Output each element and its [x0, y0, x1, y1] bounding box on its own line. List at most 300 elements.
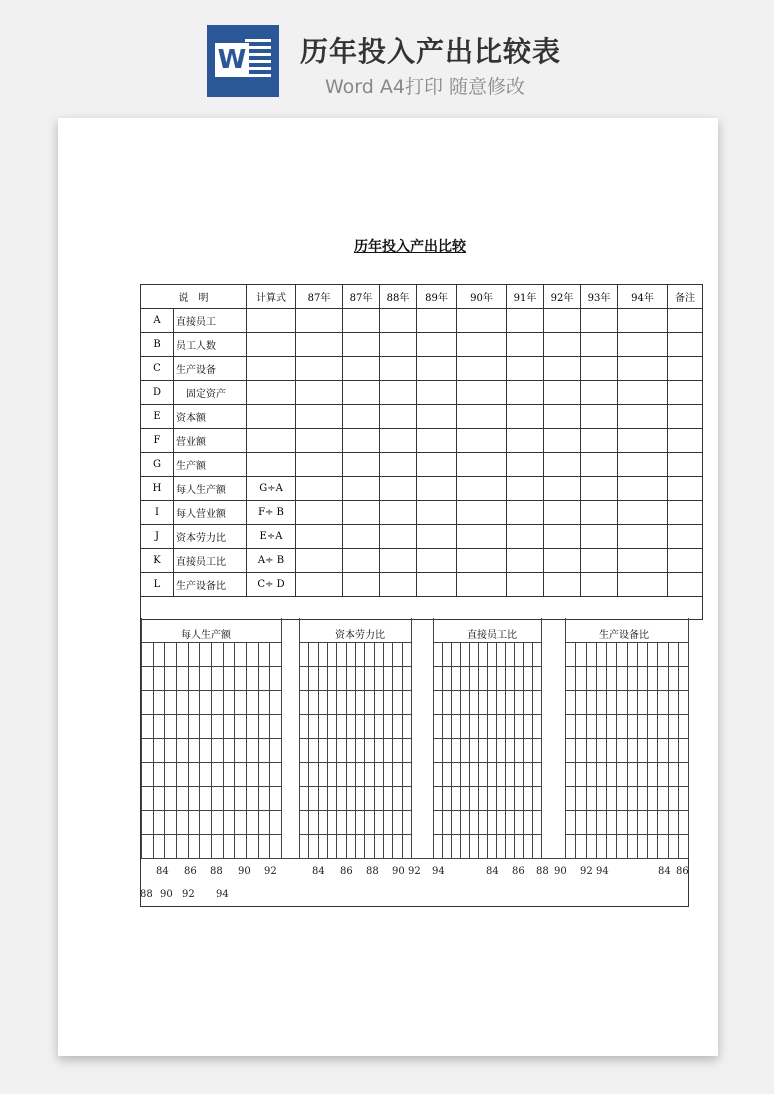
table-cell: H — [141, 477, 174, 501]
grid-line — [141, 738, 281, 739]
table-cell: A÷ B — [247, 549, 296, 573]
empty-cell — [296, 573, 343, 597]
grid-line — [565, 786, 688, 787]
empty-cell — [618, 477, 668, 501]
empty-cell — [380, 573, 417, 597]
tick-label: 84 — [312, 866, 325, 877]
empty-cell — [507, 573, 544, 597]
empty-cell — [380, 501, 417, 525]
table-cell: 资本额 — [174, 405, 247, 429]
table-cell — [247, 453, 296, 477]
tick-label: 84 — [486, 866, 499, 877]
empty-cell — [457, 549, 507, 573]
empty-cell — [507, 357, 544, 381]
table-cell: G — [141, 453, 174, 477]
empty-cell — [343, 333, 380, 357]
banner-title: 历年投入产出比较表 — [300, 35, 562, 68]
empty-cell — [417, 357, 457, 381]
tick-label: 88 — [366, 866, 379, 877]
grid-line — [565, 810, 688, 811]
empty-cell — [507, 525, 544, 549]
empty-cell — [343, 405, 380, 429]
empty-cell — [457, 573, 507, 597]
grid-line — [460, 642, 461, 858]
empty-cell — [457, 357, 507, 381]
empty-cell — [544, 309, 581, 333]
grid-line — [565, 690, 688, 691]
grid-line — [514, 642, 515, 858]
grid-line — [433, 834, 541, 835]
comparison-table — [140, 284, 703, 620]
grid-line — [308, 642, 309, 858]
empty-cell — [296, 429, 343, 453]
tick-label: 90 — [160, 889, 173, 900]
grid-line — [523, 642, 524, 858]
header-cell: 说 明 — [141, 285, 247, 309]
empty-cell — [618, 501, 668, 525]
document-title: 历年投入产出比较 — [354, 239, 466, 255]
grid-line — [299, 834, 411, 835]
grid-line — [141, 642, 281, 643]
empty-cell — [581, 549, 618, 573]
tick-label: 92 — [408, 866, 421, 877]
empty-cell — [581, 501, 618, 525]
table-cell: 每人生产额 — [174, 477, 247, 501]
empty-cell — [668, 501, 703, 525]
word-icon — [207, 25, 279, 97]
grid-line — [153, 642, 154, 858]
table-cell: 生产额 — [174, 453, 247, 477]
tick-label: 86 — [184, 866, 197, 877]
table-row — [141, 429, 703, 453]
table-cell: 营业额 — [174, 429, 247, 453]
grid-line — [141, 690, 281, 691]
table-row — [141, 405, 703, 429]
chart-label: 生产设备比 — [599, 630, 649, 641]
table-cell: 员工人数 — [174, 333, 247, 357]
empty-cell — [581, 381, 618, 405]
table-row — [141, 357, 703, 381]
table-cell: 每人营业额 — [174, 501, 247, 525]
empty-cell — [544, 405, 581, 429]
banner — [0, 0, 774, 110]
table-cell: 固定资产 — [174, 381, 247, 405]
grid-line — [299, 714, 411, 715]
empty-cell — [581, 477, 618, 501]
empty-cell — [457, 381, 507, 405]
empty-cell — [618, 453, 668, 477]
grid-line — [678, 642, 679, 858]
empty-cell — [507, 477, 544, 501]
empty-cell — [457, 501, 507, 525]
table-cell: F — [141, 429, 174, 453]
empty-cell — [343, 429, 380, 453]
table-cell: 资本劳力比 — [174, 525, 247, 549]
empty-cell — [417, 453, 457, 477]
empty-cell — [544, 333, 581, 357]
grid-line — [433, 642, 541, 643]
grid-line — [299, 738, 411, 739]
empty-cell — [581, 525, 618, 549]
grid-line — [141, 858, 688, 859]
empty-cell — [618, 333, 668, 357]
empty-cell — [618, 525, 668, 549]
header-cell: 94年 — [618, 285, 668, 309]
tick-label: 92 — [580, 866, 593, 877]
grid-line — [374, 642, 375, 858]
grid-line — [433, 786, 541, 787]
grid-line — [246, 642, 247, 858]
empty-cell — [618, 309, 668, 333]
empty-cell — [380, 405, 417, 429]
grid-line — [223, 642, 224, 858]
grid-line — [299, 786, 411, 787]
tick-label: 88 — [210, 866, 223, 877]
tick-label: 84 — [658, 866, 671, 877]
grid-line — [627, 642, 628, 858]
grid-line — [141, 834, 281, 835]
table-cell: G÷A — [247, 477, 296, 501]
empty-cell — [507, 333, 544, 357]
empty-cell — [544, 381, 581, 405]
empty-cell — [618, 549, 668, 573]
table-cell: K — [141, 549, 174, 573]
table-cell: D — [141, 381, 174, 405]
empty-cell — [296, 357, 343, 381]
grid-line — [616, 642, 617, 858]
empty-cell — [544, 477, 581, 501]
empty-cell — [296, 381, 343, 405]
table-cell: C÷ D — [247, 573, 296, 597]
empty-cell — [417, 525, 457, 549]
empty-cell — [668, 525, 703, 549]
empty-cell — [343, 549, 380, 573]
table-cell — [247, 381, 296, 405]
empty-cell — [581, 333, 618, 357]
grid-line — [141, 714, 281, 715]
chart-grids — [140, 618, 689, 907]
empty-cell — [380, 429, 417, 453]
empty-cell — [544, 525, 581, 549]
empty-cell — [507, 381, 544, 405]
tick-label: 90 — [392, 866, 405, 877]
grid-line — [433, 714, 541, 715]
grid-line — [299, 642, 411, 643]
empty-cell — [296, 309, 343, 333]
empty-cell — [296, 477, 343, 501]
grid-line — [318, 642, 319, 858]
table-row — [141, 333, 703, 357]
empty-cell — [457, 429, 507, 453]
empty-cell — [380, 309, 417, 333]
header-cell: 90年 — [457, 285, 507, 309]
empty-cell — [343, 381, 380, 405]
grid-line — [565, 642, 688, 643]
table-cell: I — [141, 501, 174, 525]
table-header-row — [141, 285, 703, 309]
grid-line — [586, 642, 587, 858]
grid-line — [281, 618, 282, 858]
empty-cell — [507, 501, 544, 525]
empty-cell — [457, 405, 507, 429]
empty-cell — [457, 309, 507, 333]
tick-label: 90 — [238, 866, 251, 877]
grid-line — [336, 642, 337, 858]
empty-cell — [544, 501, 581, 525]
empty-cell — [668, 429, 703, 453]
empty-cell — [343, 501, 380, 525]
table-cell: E — [141, 405, 174, 429]
grid-line — [141, 666, 281, 667]
empty-cell — [380, 333, 417, 357]
empty-cell — [380, 525, 417, 549]
tick-label: 92 — [182, 889, 195, 900]
empty-cell — [343, 309, 380, 333]
header-cell: 93年 — [581, 285, 618, 309]
empty-cell — [417, 501, 457, 525]
grid-line — [211, 642, 212, 858]
grid-line — [433, 810, 541, 811]
empty-cell — [343, 453, 380, 477]
empty-cell — [417, 381, 457, 405]
empty-cell — [380, 477, 417, 501]
table-cell: B — [141, 333, 174, 357]
grid-line — [327, 642, 328, 858]
grid-line — [364, 642, 365, 858]
grid-line — [637, 642, 638, 858]
tick-label: 84 — [156, 866, 169, 877]
empty-cell — [507, 429, 544, 453]
empty-cell — [380, 453, 417, 477]
table-cell: 生产设备 — [174, 357, 247, 381]
table-row — [141, 549, 703, 573]
chart-label: 直接员工比 — [467, 630, 517, 641]
tick-label: 86 — [340, 866, 353, 877]
empty-cell — [618, 405, 668, 429]
table-cell — [247, 333, 296, 357]
grid-line — [532, 642, 533, 858]
table-cell: 生产设备比 — [174, 573, 247, 597]
chart-label: 每人生产额 — [181, 630, 231, 641]
document-page — [58, 118, 718, 1056]
tick-label: 92 — [264, 866, 277, 877]
empty-cell — [457, 525, 507, 549]
grid-line — [141, 786, 281, 787]
empty-cell — [380, 357, 417, 381]
empty-cell — [581, 405, 618, 429]
table-cell: 直接员工比 — [174, 549, 247, 573]
grid-line — [478, 642, 479, 858]
spacer-row — [141, 597, 703, 620]
grid-line — [451, 642, 452, 858]
grid-line — [141, 810, 281, 811]
grid-line — [541, 618, 542, 858]
empty-cell — [618, 573, 668, 597]
table-cell — [247, 405, 296, 429]
header-cell: 91年 — [507, 285, 544, 309]
grid-line — [565, 762, 688, 763]
grid-line — [392, 642, 393, 858]
empty-cell — [343, 477, 380, 501]
empty-cell — [581, 573, 618, 597]
header-cell: 87年 — [296, 285, 343, 309]
grid-line — [657, 642, 658, 858]
table-row — [141, 381, 703, 405]
table-cell: C — [141, 357, 174, 381]
empty-cell — [668, 381, 703, 405]
empty-cell — [343, 573, 380, 597]
empty-cell — [581, 453, 618, 477]
empty-cell — [417, 549, 457, 573]
empty-cell — [457, 477, 507, 501]
chart-label: 资本劳力比 — [335, 630, 385, 641]
empty-cell — [417, 429, 457, 453]
empty-cell — [296, 453, 343, 477]
empty-cell — [507, 453, 544, 477]
empty-cell — [544, 549, 581, 573]
empty-cell — [296, 333, 343, 357]
empty-cell — [668, 453, 703, 477]
table-cell — [247, 309, 296, 333]
table-row — [141, 501, 703, 525]
empty-cell — [417, 477, 457, 501]
tick-label: 86 — [512, 866, 525, 877]
tick-label: 86 — [676, 866, 689, 877]
grid-line — [188, 642, 189, 858]
empty-cell — [668, 333, 703, 357]
tick-label: 94 — [216, 889, 229, 900]
empty-cell — [507, 405, 544, 429]
empty-cell — [618, 357, 668, 381]
empty-cell — [507, 549, 544, 573]
empty-cell — [296, 549, 343, 573]
grid-line — [411, 618, 412, 858]
grid-line — [496, 642, 497, 858]
grid-line — [258, 642, 259, 858]
table-row — [141, 309, 703, 333]
grid-line — [402, 642, 403, 858]
grid-line — [383, 642, 384, 858]
empty-cell — [581, 309, 618, 333]
empty-cell — [668, 309, 703, 333]
grid-line — [433, 762, 541, 763]
empty-cell — [457, 333, 507, 357]
grid-line — [442, 642, 443, 858]
table-cell: E÷A — [247, 525, 296, 549]
tick-label: 90 — [554, 866, 567, 877]
empty-cell — [544, 429, 581, 453]
empty-cell — [544, 357, 581, 381]
empty-cell — [618, 381, 668, 405]
grid-line — [269, 642, 270, 858]
empty-cell — [417, 309, 457, 333]
empty-cell — [296, 405, 343, 429]
header-cell: 计算式 — [247, 285, 296, 309]
grid-line — [299, 810, 411, 811]
grid-line — [575, 642, 576, 858]
empty-cell — [668, 357, 703, 381]
header-cell: 89年 — [417, 285, 457, 309]
grid-line — [565, 834, 688, 835]
grid-line — [596, 642, 597, 858]
header-cell: 88年 — [380, 285, 417, 309]
grid-line — [433, 738, 541, 739]
empty-cell — [668, 573, 703, 597]
grid-line — [433, 690, 541, 691]
tick-label: 94 — [432, 866, 445, 877]
table-cell — [247, 357, 296, 381]
empty-cell — [343, 357, 380, 381]
grid-line — [433, 666, 541, 667]
grid-line — [688, 618, 689, 858]
grid-line — [487, 642, 488, 858]
empty-cell — [581, 429, 618, 453]
empty-cell — [581, 357, 618, 381]
empty-cell — [343, 525, 380, 549]
grid-line — [299, 762, 411, 763]
header-cell: 备注 — [668, 285, 703, 309]
grid-line — [469, 642, 470, 858]
empty-cell — [457, 453, 507, 477]
table-row — [141, 525, 703, 549]
empty-cell — [507, 309, 544, 333]
table-cell: L — [141, 573, 174, 597]
grid-line — [234, 642, 235, 858]
grid-line — [199, 642, 200, 858]
empty-cell — [380, 381, 417, 405]
empty-cell — [544, 573, 581, 597]
tick-label: 88 — [536, 866, 549, 877]
table-cell: J — [141, 525, 174, 549]
empty-cell — [618, 429, 668, 453]
grid-line — [346, 642, 347, 858]
grid-line — [164, 642, 165, 858]
grid-line — [355, 642, 356, 858]
grid-line — [606, 642, 607, 858]
grid-line — [299, 666, 411, 667]
empty-cell — [668, 477, 703, 501]
grid-line — [647, 642, 648, 858]
empty-cell — [296, 525, 343, 549]
grid-line — [565, 714, 688, 715]
table-row — [141, 573, 703, 597]
table-cell — [247, 429, 296, 453]
empty-cell — [417, 405, 457, 429]
empty-cell — [296, 501, 343, 525]
grid-line — [141, 762, 281, 763]
grid-line — [565, 738, 688, 739]
tick-label: 94 — [596, 866, 609, 877]
grid-line — [565, 666, 688, 667]
tick-label: 88 — [140, 889, 153, 900]
empty-cell — [380, 549, 417, 573]
word-letter: W — [215, 43, 249, 77]
empty-cell — [668, 549, 703, 573]
grid-line — [505, 642, 506, 858]
grid-line — [668, 642, 669, 858]
empty-cell — [417, 573, 457, 597]
header-cell: 87年 — [343, 285, 380, 309]
table-row — [141, 453, 703, 477]
table-row — [141, 477, 703, 501]
empty-cell — [544, 453, 581, 477]
grid-line — [176, 642, 177, 858]
grid-line — [299, 690, 411, 691]
header-cell: 92年 — [544, 285, 581, 309]
empty-cell — [668, 405, 703, 429]
table-cell: F÷ B — [247, 501, 296, 525]
empty-cell — [417, 333, 457, 357]
